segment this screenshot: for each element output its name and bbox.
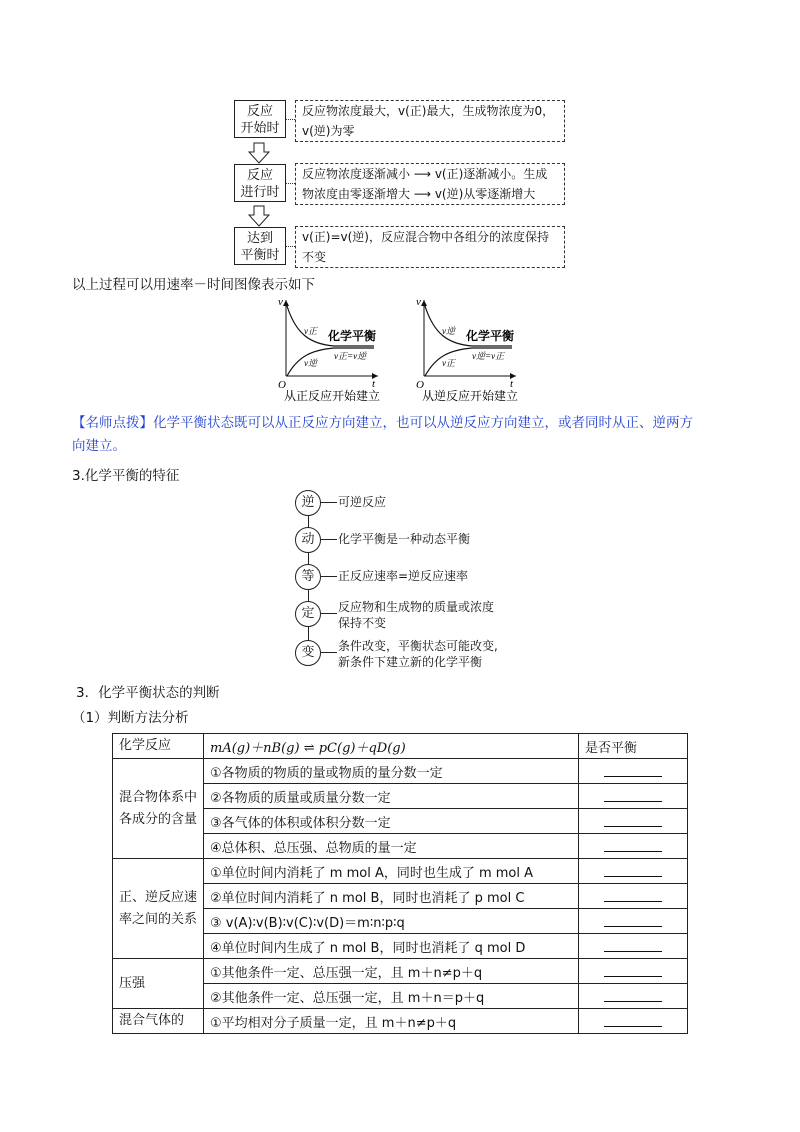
answer-blank[interactable] xyxy=(579,909,688,934)
answer-blank[interactable] xyxy=(579,934,688,959)
tip-bracket-label: 【名师点拨】 xyxy=(72,415,153,431)
connector xyxy=(286,183,295,184)
judgement-table xyxy=(112,733,688,1034)
feature-text-deng: 正反应速率=逆反应速率 xyxy=(338,569,469,583)
feature-text-ding-2: 保持不变 xyxy=(338,616,387,630)
graph-forward-origin: O xyxy=(278,379,286,391)
graph-forward-eq-relation: v正=v逆 xyxy=(334,351,367,361)
graph-reverse-top-curve-label: v逆 xyxy=(442,326,455,336)
condition-cell: ②单位时间内消耗了 n mol B，同时也消耗了 p mol C xyxy=(204,884,579,909)
tip-text-2: 向建立。 xyxy=(72,438,126,454)
header-is-equilibrium: 是否平衡 xyxy=(579,734,688,759)
table-row xyxy=(113,759,688,784)
stage-progress-label: 反应 进行时 xyxy=(240,168,280,200)
feature-text-dong: 化学平衡是一种动态平衡 xyxy=(338,532,471,546)
condition-cell: ④总体积、总压强、总物质的量一定 xyxy=(204,834,579,859)
condition-cell: ②各物质的质量或质量分数一定 xyxy=(204,784,579,809)
feature-text-ding-1: 反应物和生成物的质量或浓度 xyxy=(338,600,495,614)
stage-equilibrium-box xyxy=(234,227,286,265)
graph-forward-caption: 从正反应开始建立 xyxy=(284,389,381,403)
answer-blank[interactable] xyxy=(579,834,688,859)
condition-cell: ①各物质的物质的量或物质的量分数一定 xyxy=(204,759,579,784)
condition-cell: ②其他条件一定、总压强一定，且 m＋n＝p＋q xyxy=(204,984,579,1009)
stage-start-label: 反应 开始时 xyxy=(240,104,280,136)
category-pressure: 压强 xyxy=(113,959,204,1009)
graph-forward-y-label: v xyxy=(278,296,283,308)
answer-blank[interactable] xyxy=(579,759,688,784)
condition-cell: ④单位时间内生成了 n mol B，同时也消耗了 q mol D xyxy=(204,934,579,959)
condition-cell: ③各气体的体积或体积分数一定 xyxy=(204,809,579,834)
section-3b-heading: 3．化学平衡状态的判断 xyxy=(76,685,220,701)
table-row xyxy=(113,859,688,884)
feature-circle-dong: 动 xyxy=(295,527,321,553)
table-row xyxy=(113,1009,688,1034)
header-reaction-equation: mA(g)＋nB(g) ⇌ pC(g)＋qD(g) xyxy=(204,734,579,759)
category-content: 混合物体系中各成分的含量 xyxy=(113,759,204,859)
feature-tick xyxy=(321,613,337,614)
stage-progress-desc: 反应物浓度逐渐减小 ⟶ v(正)逐渐减小。生成 物浓度由零逐渐增大 ⟶ v(逆)从零逐渐增大 xyxy=(295,163,565,205)
table-row xyxy=(113,959,688,984)
condition-cell: ①单位时间内消耗了 m mol A，同时也生成了 m mol A xyxy=(204,859,579,884)
stage-start-box xyxy=(234,100,286,138)
feature-text-bian-1: 条件改变，平衡状态可能改变, xyxy=(338,639,498,653)
graph-forward-x-label: t xyxy=(372,378,376,390)
category-mixed-gas: 混合气体的 xyxy=(113,1009,204,1034)
graph-reverse-y-label: v xyxy=(416,296,421,308)
stage-progress-box xyxy=(234,164,286,202)
tip-line-1 xyxy=(72,413,693,433)
feature-circle-ni: 逆 xyxy=(295,490,321,516)
feature-text-ni: 可逆反应 xyxy=(338,495,387,509)
answer-blank[interactable] xyxy=(579,809,688,834)
feature-circle-deng: 等 xyxy=(295,564,321,590)
graph-forward-bottom-curve-label: v逆 xyxy=(304,358,317,368)
stage-start-desc: 反应物浓度最大，v(正)最大，生成物浓度为0， v(逆)为零 xyxy=(295,100,565,142)
graph-forward xyxy=(270,296,410,404)
answer-blank[interactable] xyxy=(579,784,688,809)
stage-equilibrium-label: 达到 平衡时 xyxy=(240,231,280,263)
graph-forward-top-curve-label: v正 xyxy=(304,326,317,336)
stage-equilibrium-desc: v(正)=v(逆)，反应混合物中各组分的浓度保持 不变 xyxy=(295,226,565,268)
answer-blank[interactable] xyxy=(579,959,688,984)
condition-cell: ①平均相对分子质量一定，且 m＋n≠p＋q xyxy=(204,1009,579,1034)
feature-tick xyxy=(321,652,337,653)
graph-reverse-bottom-curve-label: v正 xyxy=(442,358,455,368)
answer-blank[interactable] xyxy=(579,984,688,1009)
answer-blank[interactable] xyxy=(579,1009,688,1034)
graph-reverse-origin: O xyxy=(416,379,424,391)
feature-tick xyxy=(321,539,337,540)
condition-cell: ①其他条件一定、总压强一定，且 m＋n≠p＋q xyxy=(204,959,579,984)
answer-blank[interactable] xyxy=(579,859,688,884)
answer-blank[interactable] xyxy=(579,884,688,909)
feature-circle-bian: 变 xyxy=(295,640,321,666)
graph-reverse xyxy=(408,296,548,404)
graph-reverse-eq-relation: v逆=v正 xyxy=(472,351,505,361)
down-arrow-icon xyxy=(248,205,270,227)
intro-line: 以上过程可以用速率－时间图像表示如下 xyxy=(72,277,315,293)
feature-tick xyxy=(321,502,337,503)
graph-reverse-x-label: t xyxy=(510,378,514,390)
connector xyxy=(286,119,295,120)
section-3-heading: 3.化学平衡的特征 xyxy=(72,468,180,484)
category-rate-relation: 正、逆反应速率之间的关系 xyxy=(113,859,204,959)
down-arrow-icon xyxy=(248,142,270,164)
condition-cell: ③ v(A)∶v(B)∶v(C)∶v(D)＝m∶n∶p∶q xyxy=(204,909,579,934)
table-header-row xyxy=(113,734,688,759)
feature-text-bian-2: 新条件下建立新的化学平衡 xyxy=(338,655,483,669)
feature-circle-ding: 定 xyxy=(295,601,321,627)
graph-reverse-caption: 从逆反应开始建立 xyxy=(422,389,519,403)
header-reaction-type: 化学反应 xyxy=(113,734,204,759)
feature-tick xyxy=(321,576,337,577)
tip-text-1: 化学平衡状态既可以从正反应方向建立，也可以从逆反应方向建立，或者同时从正、逆两方 xyxy=(153,415,693,431)
connector xyxy=(286,246,295,247)
sub-heading: （1）判断方法分析 xyxy=(72,710,189,726)
graph-forward-eq-label: 化学平衡 xyxy=(328,329,377,343)
graph-reverse-eq-label: 化学平衡 xyxy=(466,329,515,343)
